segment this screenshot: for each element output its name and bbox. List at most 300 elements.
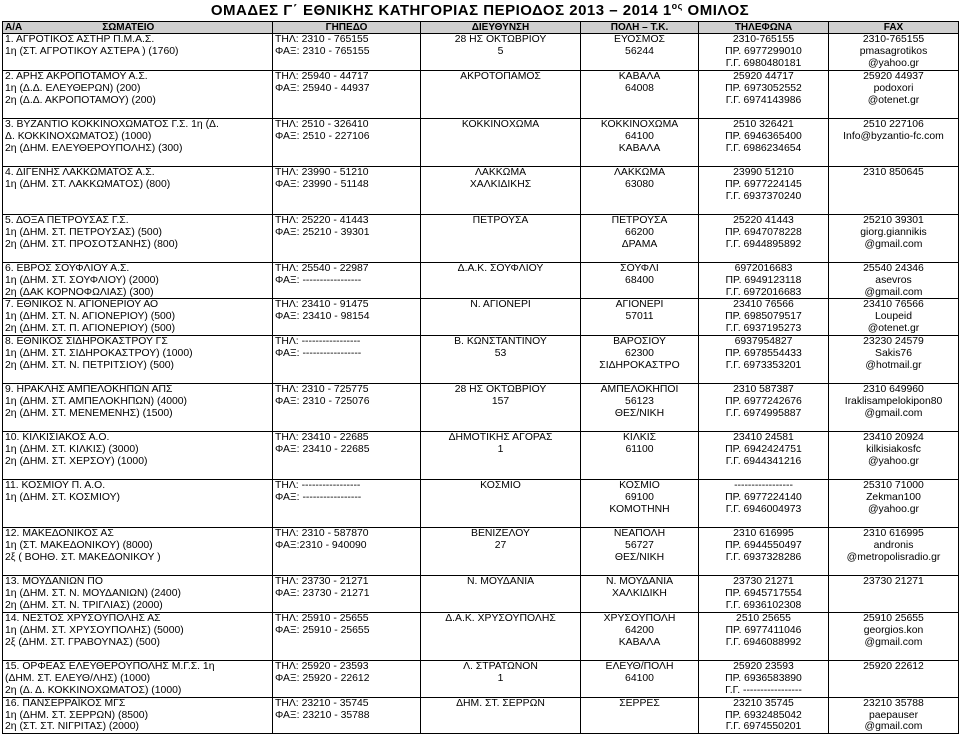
address-cell (421, 660, 581, 697)
field-line: ΦΑΞ: 2510 - 227106 (275, 130, 370, 142)
address-line: 28 ΗΣ ΟΚΤΩΒΡΙΟΥ (454, 384, 547, 396)
city-line: 63080 (625, 178, 654, 190)
table-row (3, 118, 959, 166)
club-line: 1η (ΣΤ. ΜΑΚΕΔΟΝΙΚΟΥ) (8000) (5, 540, 153, 552)
club-line: 2η (ΔΗΜ. ΣΤ. ΧΕΡΣΟΥ) (1000) (5, 455, 148, 467)
phones-cell (699, 336, 829, 384)
phones-cell (699, 384, 829, 432)
fax-line: 23730 21271 (863, 576, 924, 588)
city-cell (581, 262, 699, 299)
phones-line: Γ.Γ. 6944341216 (725, 455, 802, 467)
fax-line: kilkisiakosfc (866, 444, 921, 456)
address-line: ΛΑΚΚΩΜΑ (474, 166, 527, 178)
phones-line: 2510 326421 (733, 118, 794, 130)
field-cell (273, 660, 421, 697)
field-line: ΦΑΞ: 23990 - 51148 (275, 178, 369, 190)
address-line: Δ.Α.Κ. ΣΟΥΦΛΙΟΥ (457, 262, 544, 274)
clubs-table (2, 21, 959, 734)
phones-line: ΠΡ. 6936583890 (725, 672, 802, 684)
club-line: 2η (ΔΗΜ. ΣΤ. Ν. ΤΡΙΓΛΙΑΣ) (2000) (5, 599, 163, 611)
fax-line: @yahoo.gr (868, 455, 919, 467)
fax-line: andronis (873, 540, 914, 552)
fax-line: @gmail.com (864, 238, 923, 250)
city-line: 56123 (625, 396, 654, 408)
fax-line: @yahoo.gr (868, 503, 919, 515)
club-cell (3, 697, 273, 734)
phones-line: ΠΡ. 6977242676 (725, 396, 802, 408)
field-line: ΦΑΞ: 25920 - 22612 (275, 672, 370, 684)
table-row (3, 576, 959, 613)
field-line: ΦΑΞ: 23210 - 35788 (275, 709, 370, 721)
city-cell (581, 528, 699, 576)
field-line: ΤΗΛ: 25540 - 22987 (275, 262, 369, 274)
address-cell (421, 34, 581, 71)
phones-line: 25220 41443 (733, 214, 794, 226)
club-line: 11. ΚΟΣΜΙΟΥ Π. Α.Ο. (5, 480, 106, 492)
fax-line: 25310 71000 (863, 480, 924, 492)
phones-line: 2510 25655 (736, 612, 791, 624)
phones-line: Γ.Γ. 6944895892 (725, 238, 802, 250)
address-line: Λ. ΣΤΡΑΤΩΝΟΝ (463, 660, 538, 672)
table-row (3, 214, 959, 262)
city-line: ΣΙΔΗΡΟΚΑΣΤΡΟ (599, 359, 680, 371)
field-cell (273, 612, 421, 660)
fax-line: 2310 649960 (863, 384, 924, 396)
header-fax: FAX (829, 22, 959, 34)
club-line: 2η (ΔΗΜ. ΣΤ. Ν. ΠΕΤΡΙΤΣΙΟΥ) (500) (5, 359, 174, 371)
address-cell (421, 480, 581, 528)
phones-cell (699, 70, 829, 118)
city-cell (581, 660, 699, 697)
address-line: 1 (497, 672, 504, 684)
fax-line: @gmail.com (864, 286, 923, 298)
club-line: 8. ΕΘΝΙΚΟΣ ΣΙΔΗΡΟΚΑΣΤΡΟΥ ΓΣ (5, 336, 168, 348)
city-cell (581, 384, 699, 432)
address-line: 5 (497, 45, 504, 57)
phones-cell (699, 34, 829, 71)
address-cell (421, 697, 581, 734)
city-cell (581, 697, 699, 734)
club-line: 1η (ΔΗΜ. ΣΤ. Ν. ΜΟΥΔΑΝΙΩΝ) (2400) (5, 588, 181, 600)
club-cell (3, 480, 273, 528)
table-row (3, 480, 959, 528)
field-line: ΦΑΞ: ----------------- (275, 274, 362, 286)
address-line: ΚΟΚΚΙΝΟΧΩΜΑ (461, 118, 540, 130)
city-line: ΧΡΥΣΟΥΠΟΛΗ (603, 612, 676, 624)
table-row (3, 697, 959, 734)
address-cell (421, 576, 581, 613)
field-line: ΦΑΞ: 23410 - 22685 (275, 444, 370, 456)
club-line: 2. ΑΡΗΣ ΑΚΡΟΠΟΤΑΜΟΥ Α.Σ. (5, 70, 148, 82)
header-field: ΓΗΠΕΔΟ (273, 22, 421, 34)
header-no: Α/Α (5, 22, 23, 33)
address-line: Δ.Α.Κ. ΧΡΥΣΟΥΠΟΛΗΣ (445, 612, 556, 624)
field-cell (273, 214, 421, 262)
phones-line: 23210 35745 (733, 697, 794, 709)
fax-line: Iraklisampelokipon80 (844, 396, 943, 408)
phones-line: 23410 24581 (733, 432, 794, 444)
field-line: ΤΗΛ: 23410 - 22685 (275, 432, 369, 444)
fax-line: 23410 20924 (863, 432, 924, 444)
city-cell (581, 34, 699, 71)
fax-cell (829, 528, 959, 576)
field-cell (273, 118, 421, 166)
club-line: 1η (Δ.Δ. ΕΛΕΥΘΕΡΩΝ) (200) (5, 82, 141, 94)
city-line: ΘΕΣ/ΝΙΚΗ (614, 551, 665, 563)
fax-line: 25540 24346 (863, 262, 924, 274)
phones-line: Γ.Γ. 6937328286 (725, 551, 802, 563)
city-line: 68400 (625, 274, 654, 286)
phones-line: ΠΡ. 6978554433 (725, 348, 802, 360)
field-line: ΦΑΞ: 23730 - 21271 (275, 588, 370, 600)
club-line: 1η (ΣΤ. ΑΓΡΟΤΙΚΟΥ ΑΣΤΕΡΑ ) (1760) (5, 45, 179, 57)
city-cell (581, 612, 699, 660)
phones-line: Γ.Γ. 6937370240 (725, 190, 802, 202)
table-row (3, 528, 959, 576)
fax-cell (829, 70, 959, 118)
field-line: ΤΗΛ: 25910 - 25655 (275, 612, 369, 624)
address-line: Ν. ΑΓΙΟΝΕΡΙ (470, 299, 531, 311)
club-line: 1η (ΔΗΜ. ΣΤ. ΠΕΤΡΟΥΣΑΣ) (500) (5, 226, 162, 238)
club-line: 16. ΠΑΝΣΕΡΡΑΪΚΟΣ ΜΓΣ (5, 697, 126, 709)
fax-line: Zekman100 (866, 492, 921, 504)
phones-line: Γ.Γ. 6980480181 (725, 57, 802, 69)
fax-line: paepauser (868, 709, 919, 721)
address-line: 157 (491, 396, 510, 408)
field-line: ΦΑΞ: ----------------- (275, 348, 362, 360)
fax-line: 25910 25655 (863, 612, 924, 624)
field-line: ΤΗΛ: 23210 - 35745 (275, 697, 369, 709)
club-line: 1η (ΔΗΜ. ΣΤ. ΧΡΥΣΟΥΠΟΛΗΣ) (5000) (5, 624, 184, 636)
phones-line: Γ.Γ. 6936102308 (725, 599, 802, 611)
club-line: 1η (ΔΗΜ. ΣΤ. ΣΙΔΗΡΟΚΑΣΤΡΟΥ) (1000) (5, 348, 193, 360)
club-line: 1η (ΔΗΜ. ΣΤ. ΑΜΠΕΛΟΚΗΠΩΝ) (4000) (5, 396, 188, 408)
phones-cell (699, 299, 829, 336)
city-line: Ν. ΜΟΥΔΑΝΙΑ (605, 576, 674, 588)
club-cell (3, 262, 273, 299)
header-phones: ΤΗΛΕΦΩΝΑ (699, 22, 829, 34)
club-line: 2ξ ( ΒΟΗΘ. ΣΤ. ΜΑΚΕΔΟΝΙΚΟΥ ) (5, 551, 161, 563)
city-line: ΔΡΑΜΑ (621, 238, 658, 250)
phones-line: ΠΡ. 6942424751 (725, 444, 802, 456)
address-line: 28 ΗΣ ΟΚΤΩΒΡΙΟΥ (454, 34, 547, 45)
phones-cell (699, 262, 829, 299)
club-cell (3, 660, 273, 697)
club-line: 2η (ΔΗΜ. ΕΛΕΥΘΕΡΟΥΠΟΛΗΣ) (300) (5, 142, 183, 154)
fax-cell (829, 660, 959, 697)
phones-line: 6972016683 (734, 262, 793, 274)
phones-line: ΠΡ. 6977224145 (725, 178, 802, 190)
address-cell (421, 166, 581, 214)
city-line: ΧΑΛΚΙΔΙΚΗ (612, 588, 667, 600)
field-line: ΤΗΛ: 23410 - 91475 (275, 299, 369, 311)
phones-line: ΠΡ. 6977224140 (725, 492, 802, 504)
field-cell (273, 262, 421, 299)
city-line: ΘΕΣ/ΝΙΚΗ (614, 407, 665, 419)
city-cell (581, 576, 699, 613)
phones-cell (699, 166, 829, 214)
city-line: ΒΑΡΟΣΙΟΥ (613, 336, 666, 348)
table-row (3, 612, 959, 660)
phones-line: ΠΡ. 6949123118 (725, 274, 802, 286)
address-cell (421, 118, 581, 166)
city-line: ΚΟΚΚΙΝΟΧΩΜΑ (600, 118, 679, 130)
fax-line: 23410 76566 (863, 299, 924, 311)
city-line: 64100 (625, 130, 654, 142)
address-line: Ν. ΜΟΥΔΑΝΙΑ (466, 576, 535, 588)
city-line: ΑΓΙΟΝΕΡΙ (615, 299, 664, 311)
phones-line: 23730 21271 (733, 576, 794, 588)
table-row (3, 432, 959, 480)
city-line: 64100 (625, 672, 654, 684)
table-row (3, 336, 959, 384)
club-line: 1η (ΔΗΜ. ΣΤ. ΚΟΣΜΙΟΥ) (5, 492, 120, 504)
phones-line: 25920 23593 (733, 660, 794, 672)
fax-cell (829, 299, 959, 336)
field-cell (273, 697, 421, 734)
club-cell (3, 166, 273, 214)
club-line: 1. ΑΓΡΟΤΙΚΟΣ ΑΣΤΗΡ Π.Μ.Α.Σ. (5, 34, 155, 45)
field-line: ΦΑΞ:2310 - 940090 (275, 540, 367, 552)
fax-line: @metropolisradio.gr (846, 551, 941, 563)
address-cell (421, 384, 581, 432)
field-cell (273, 166, 421, 214)
fax-cell (829, 166, 959, 214)
table-body (3, 34, 959, 734)
fax-line: @gmail.com (864, 636, 923, 648)
city-line: 56244 (625, 45, 654, 57)
city-line: ΚΑΒΑΛΑ (618, 70, 661, 82)
club-cell (3, 118, 273, 166)
fax-line: @gmail.com (864, 407, 923, 419)
phones-line: ΠΡ. 6944550497 (725, 540, 802, 552)
phones-line: 25920 44717 (733, 70, 794, 82)
field-cell (273, 299, 421, 336)
field-cell (273, 336, 421, 384)
phones-cell (699, 480, 829, 528)
fax-line: pmasagrotikos (859, 45, 928, 57)
field-line: ΦΑΞ: 25940 - 44937 (275, 82, 370, 94)
fax-cell (829, 576, 959, 613)
club-cell (3, 214, 273, 262)
fax-line: georgios.kon (863, 624, 924, 636)
field-line: ΤΗΛ: 25920 - 23593 (275, 660, 369, 672)
fax-line: 25920 44937 (863, 70, 924, 82)
club-line: Δ. ΚΟΚΚΙΝΟΧΩΜΑΤΟΣ) (1000) (5, 130, 152, 142)
header-city: ΠΟΛΗ – Τ.Κ. (581, 22, 699, 34)
field-line: ΤΗΛ: 25940 - 44717 (275, 70, 369, 82)
city-line: ΝΕΑΠΟΛΗ (613, 528, 666, 540)
page-title-sup: ος (671, 1, 683, 11)
phones-line: Γ.Γ. 6974143986 (725, 94, 802, 106)
address-line: ΠΕΤΡΟΥΣΑ (472, 214, 529, 226)
phones-line: Γ.Γ. 6974550201 (725, 721, 802, 733)
fax-cell (829, 432, 959, 480)
club-line: 4. ΔΙΓΕΝΗΣ ΛΑΚΚΩΜΑΤΟΣ Α.Σ. (5, 166, 155, 178)
fax-cell (829, 34, 959, 71)
phones-line: ΠΡ. 6932485042 (725, 709, 802, 721)
fax-line: 23210 35788 (863, 697, 924, 709)
address-line: 53 (494, 348, 507, 360)
phones-line: 2310-765155 (732, 34, 795, 45)
header-cell-no-club (3, 22, 273, 34)
club-cell (3, 34, 273, 71)
city-line: 66200 (625, 226, 654, 238)
phones-line: Γ.Γ. 6973353201 (725, 359, 802, 371)
field-line: ΤΗΛ: 2310 - 725775 (275, 384, 369, 396)
field-line: ΤΗΛ: 2310 - 587870 (275, 528, 369, 540)
phones-line: Γ.Γ. 6946004973 (725, 503, 802, 515)
club-cell (3, 70, 273, 118)
club-cell (3, 612, 273, 660)
table-row (3, 660, 959, 697)
phones-cell (699, 214, 829, 262)
club-line: 12. ΜΑΚΕΔΟΝΙΚΟΣ ΑΣ (5, 528, 114, 540)
city-cell (581, 480, 699, 528)
city-line: 64008 (625, 82, 654, 94)
city-cell (581, 70, 699, 118)
city-line: 56727 (625, 540, 654, 552)
table-row (3, 34, 959, 71)
phones-line: 23990 51210 (733, 166, 794, 178)
city-line: ΕΛΕΥΘ/ΠΟΛΗ (605, 660, 674, 672)
phones-line: ΠΡ. 6973052552 (725, 82, 802, 94)
phones-line: 2310 616995 (733, 528, 794, 540)
field-line: ΤΗΛ: ----------------- (275, 480, 361, 492)
field-line: ΦΑΞ: 25210 - 39301 (275, 226, 370, 238)
fax-line: asevros (875, 274, 912, 286)
fax-line: Info@byzantio-fc.com (843, 130, 944, 142)
city-cell (581, 214, 699, 262)
phones-line: ----------------- (734, 480, 793, 492)
phones-line: Γ.Γ. 6946088992 (725, 636, 802, 648)
field-cell (273, 480, 421, 528)
club-line: 3. ΒΥΖΑΝΤΙΟ ΚΟΚΚΙΝΟΧΩΜΑΤΟΣ Γ.Σ. 1η (Δ. (5, 118, 219, 130)
table-row (3, 262, 959, 299)
fax-line: 25210 39301 (863, 214, 924, 226)
field-line: ΤΗΛ: 25220 - 41443 (275, 214, 369, 226)
fax-cell (829, 480, 959, 528)
address-cell (421, 262, 581, 299)
address-cell (421, 299, 581, 336)
fax-cell (829, 262, 959, 299)
city-line: 57011 (625, 311, 654, 323)
field-cell (273, 528, 421, 576)
phones-line: ΠΡ. 6977411046 (725, 624, 802, 636)
field-line: ΦΑΞ: 2310 - 725076 (275, 396, 370, 408)
field-cell (273, 70, 421, 118)
page-title-tail: ΟΜΙΛΟΣ (682, 2, 750, 19)
club-cell (3, 528, 273, 576)
phones-cell (699, 118, 829, 166)
city-cell (581, 299, 699, 336)
phones-line: ΠΡ. 6985079517 (725, 311, 802, 323)
club-line: 2ξ (ΔΗΜ. ΣΤ. ΓΡΑΒΟΥΝΑΣ) (500) (5, 636, 160, 648)
phones-cell (699, 528, 829, 576)
club-line: 2η (Δ. Δ. ΚΟΚΚΙΝΟΧΩΜΑΤΟΣ) (1000) (5, 684, 182, 696)
fax-cell (829, 384, 959, 432)
field-line: ΦΑΞ: 25910 - 25655 (275, 624, 370, 636)
field-line: ΤΗΛ: 23990 - 51210 (275, 166, 369, 178)
fax-cell (829, 697, 959, 734)
city-cell (581, 166, 699, 214)
address-line: ΧΑΛΚΙΔΙΚΗΣ (469, 178, 532, 190)
fax-line: podoxori (873, 82, 914, 94)
city-line: 64200 (625, 624, 654, 636)
club-line: 2η (ΔΑΚ ΚΟΡΝΟΦΩΛΙΑΣ) (300) (5, 286, 154, 298)
table-row (3, 70, 959, 118)
city-line: ΚΑΒΑΛΑ (618, 636, 661, 648)
club-line: 9. ΗΡΑΚΛΗΣ ΑΜΠΕΛΟΚΗΠΩΝ ΑΠΣ (5, 384, 173, 396)
club-cell (3, 384, 273, 432)
field-line: ΤΗΛ: 23730 - 21271 (275, 576, 369, 588)
phones-line: ΠΡ. 6947078228 (725, 226, 802, 238)
club-line: 1η (ΔΗΜ. ΣΤ. ΣΟΥΦΛΙΟΥ) (2000) (5, 274, 159, 286)
phones-line: 6937954827 (734, 336, 793, 348)
club-line: 2η (ΔΗΜ. ΣΤ. Π. ΑΓΙΟΝΕΡΙΟΥ) (500) (5, 323, 176, 335)
phones-line: Γ.Γ. ----------------- (725, 684, 802, 696)
club-line: (ΔΗΜ. ΣΤ. ΕΛΕΥΘ/ΛΗΣ) (1000) (5, 672, 151, 684)
phones-cell (699, 660, 829, 697)
address-line: ΔΗΜΟΤΙΚΗΣ ΑΓΟΡΑΣ (448, 432, 553, 444)
header-address: ΔΙΕΥΘΥΝΣΗ (421, 22, 581, 34)
fax-line: 2310 850645 (863, 166, 924, 178)
address-cell (421, 432, 581, 480)
address-line: 27 (494, 540, 507, 552)
phones-cell (699, 432, 829, 480)
table-row (3, 166, 959, 214)
address-cell (421, 336, 581, 384)
phones-line: Γ.Γ. 6972016683 (725, 286, 802, 298)
field-line: ΦΑΞ: 2310 - 765155 (275, 45, 370, 57)
fax-line: 25920 22612 (863, 660, 924, 672)
club-line: 6. ΕΒΡΟΣ ΣΟΥΦΛΙΟΥ Α.Σ. (5, 262, 130, 274)
address-cell (421, 214, 581, 262)
phones-line: 2310 587387 (733, 384, 794, 396)
club-line: 2η (Δ.Δ. ΑΚΡΟΠΟΤΑΜΟΥ) (200) (5, 94, 156, 106)
club-cell (3, 576, 273, 613)
city-line: ΠΕΤΡΟΥΣΑ (611, 214, 668, 226)
city-line: ΛΑΚΚΩΜΑ (613, 166, 666, 178)
club-line: 1η (ΔΗΜ. ΣΤ. ΛΑΚΚΩΜΑΤΟΣ) (800) (5, 178, 171, 190)
fax-line: @hotmail.gr (865, 359, 922, 371)
fax-line: @gmail.com (864, 721, 923, 733)
field-cell (273, 576, 421, 613)
city-line: ΚΑΒΑΛΑ (618, 142, 661, 154)
fax-line: 23230 24579 (863, 336, 924, 348)
phones-cell (699, 697, 829, 734)
fax-line: @yahoo.gr (868, 57, 919, 69)
fax-line: 2310 616995 (863, 528, 924, 540)
phones-cell (699, 612, 829, 660)
page-title (0, 0, 960, 21)
fax-line: @otenet.gr (867, 323, 920, 335)
address-line: ΑΚΡΟΤΟΠΑΜΟΣ (460, 70, 541, 82)
field-line: ΤΗΛ: 2310 - 765155 (275, 34, 369, 45)
city-line: 69100 (625, 492, 654, 504)
club-line: 5. ΔΟΞΑ ΠΕΤΡΟΥΣΑΣ Γ.Σ. (5, 214, 129, 226)
club-line: 7. ΕΘΝΙΚΟΣ Ν. ΑΓΙΟΝΕΡΙΟΥ ΑΟ (5, 299, 159, 311)
phones-line: Γ.Γ. 6986234654 (725, 142, 802, 154)
city-line: 61100 (625, 444, 654, 456)
address-line: Β. ΚΩΝΣΤΑΝΤΙΝΟΥ (454, 336, 547, 348)
field-cell (273, 384, 421, 432)
club-line: 14. ΝΕΣΤΟΣ ΧΡΥΣΟΥΠΟΛΗΣ ΑΣ (5, 612, 161, 624)
city-cell (581, 336, 699, 384)
club-line: 1η (ΔΗΜ. ΣΤ. ΚΙΛΚΙΣ) (3000) (5, 444, 139, 456)
header-club: ΣΩΜΑΤΕΙΟ (102, 22, 155, 33)
fax-line: Loupeid (875, 311, 912, 323)
